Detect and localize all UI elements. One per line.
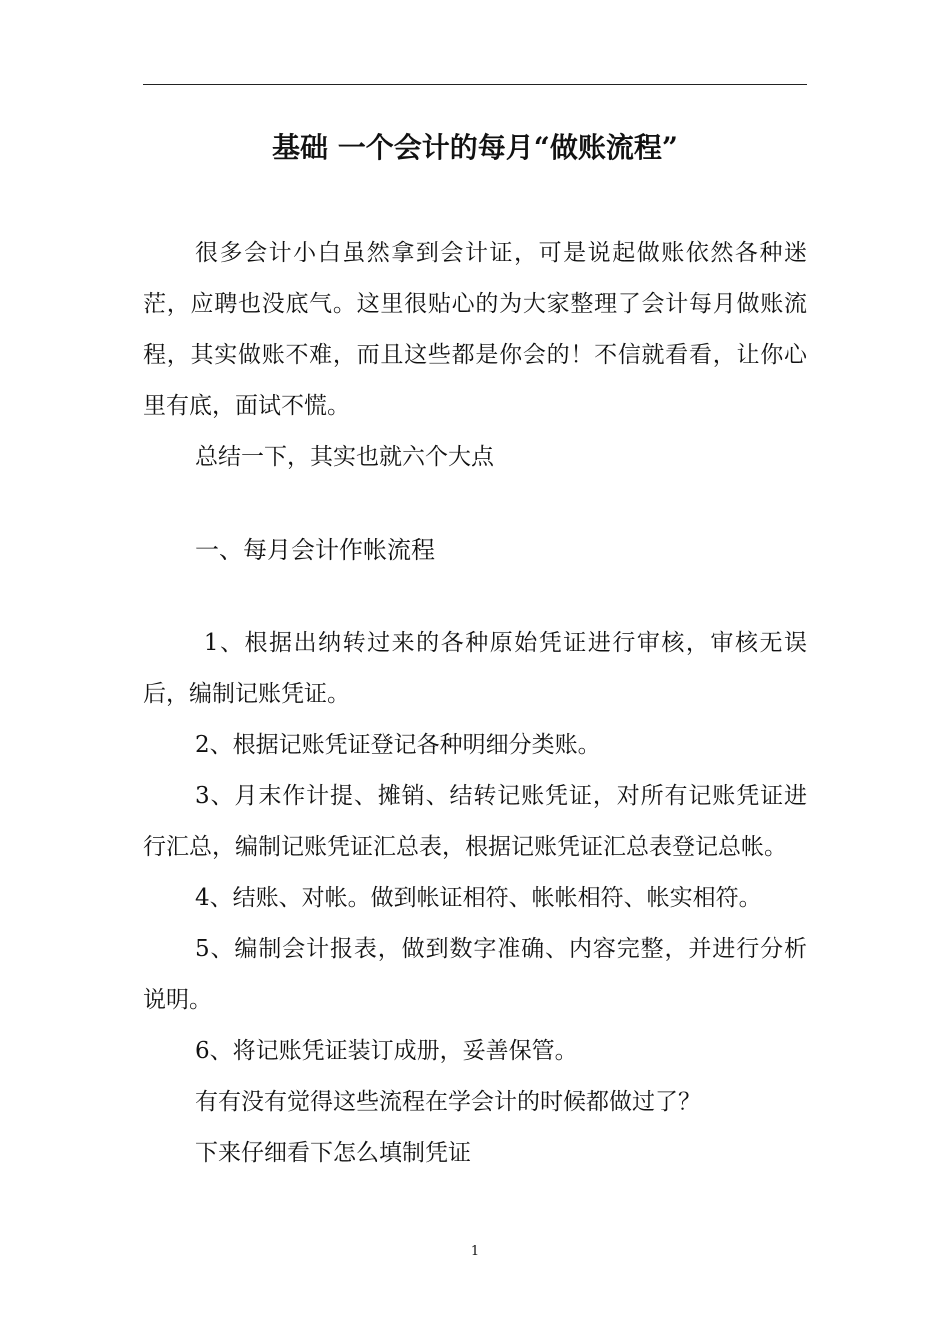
- closing-question: 有有没有觉得这些流程在学会计的时候都做过了？: [195, 1089, 701, 1115]
- step-item-5: 5、编制会计报表，做到数字准确、内容完整，并进行分析说明。: [143, 936, 807, 1013]
- step-item-4: 4、结账、对帐。做到帐证相符、帐帐相符、帐实相符。: [195, 885, 762, 911]
- page-number: 1: [470, 1244, 480, 1259]
- intro-paragraph: 很多会计小白虽然拿到会计证，可是说起做账依然各种迷茫，应聘也没底气。这里很贴心的为大家整理了会计每月做账流程，其实做账不难，而且这些都是你会的！不信就看看，让你心里有底，面试不慌。: [143, 240, 807, 419]
- step-item-6: 6、将记账凭证装订成册，妥善保管。: [195, 1038, 578, 1064]
- section-heading: 一、每月会计作帐流程: [195, 536, 435, 564]
- step-item-1: 1、根据出纳转过来的各种原始凭证进行审核，审核无误后，编制记账凭证。: [143, 630, 808, 707]
- step-item-2: 2、根据记账凭证登记各种明细分类账。: [195, 732, 601, 758]
- header-rule: [143, 84, 807, 85]
- document-title: 基础 一个会计的每月“做账流程”: [272, 131, 678, 164]
- closing-note: 下来仔细看下怎么填制凭证: [195, 1140, 471, 1166]
- summary-paragraph: 总结一下，其实也就六个大点: [195, 444, 494, 470]
- step-item-3: 3、月末作计提、摊销、结转记账凭证，对所有记账凭证进行汇总，编制记账凭证汇总表，根据记账凭证汇总表登记总帐。: [143, 783, 807, 860]
- document-body: [143, 228, 807, 1179]
